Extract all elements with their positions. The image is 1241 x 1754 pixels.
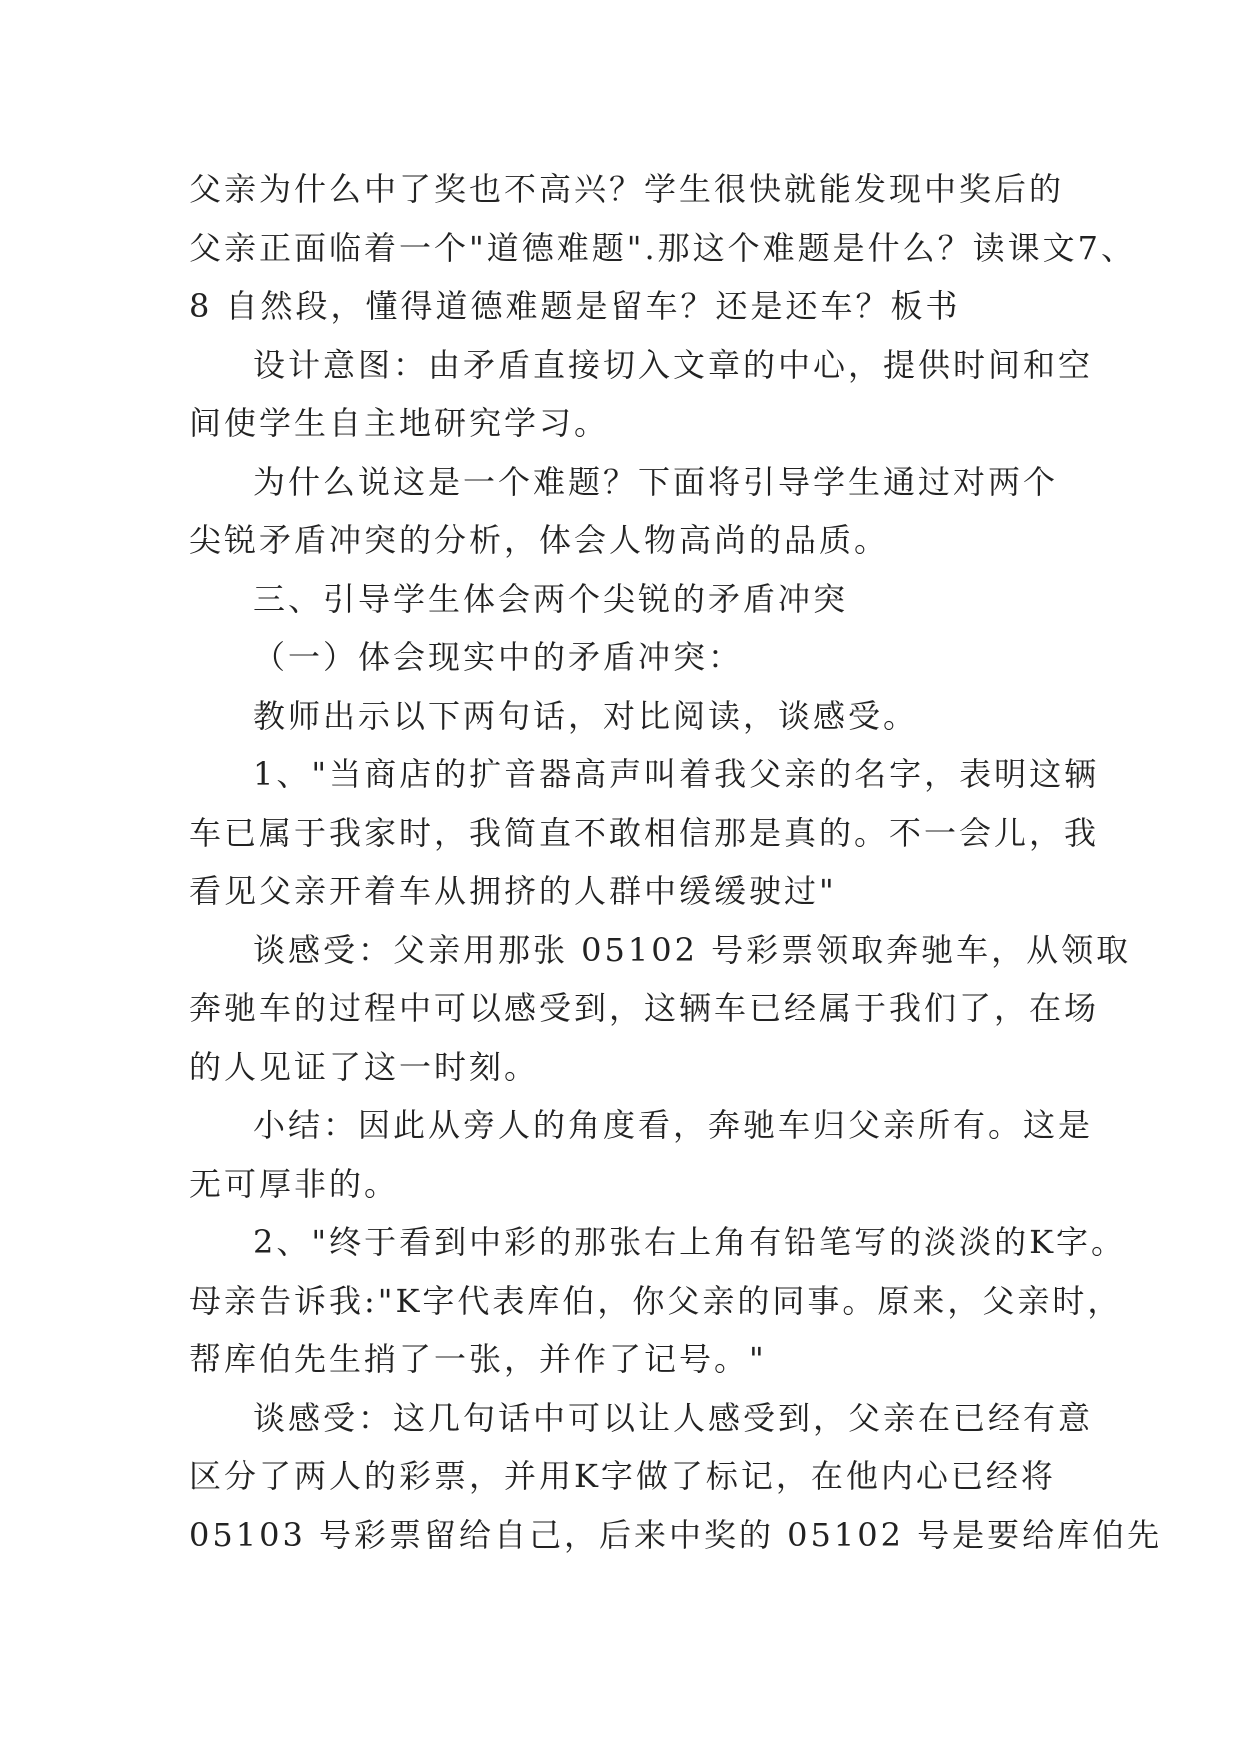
text-line: 的人见证了这一时刻。 (189, 1047, 540, 1086)
text-line: 小结：因此从旁人的角度看，奔驰车归父亲所有。这是 (253, 1106, 1094, 1144)
text-line: 1、"当商店的扩音器高声叫着我父亲的名字，表明这辆 (253, 755, 1100, 793)
section-heading: 三、引导学生体会两个尖锐的矛盾冲突 (253, 579, 849, 618)
subsection-heading: （一）体会现实中的矛盾冲突： (253, 638, 744, 676)
text-line: 设计意图：由矛盾直接切入文章的中心，提供时间和空 (253, 345, 1094, 384)
text-line: 间使学生自主地研究学习。 (189, 404, 610, 442)
text-line: 奔驰车的过程中可以感受到，这辆车已经属于我们了，在场 (189, 989, 1100, 1027)
text-line: 无可厚非的。 (189, 1164, 400, 1203)
text-line: 父亲正面临着一个"道德难题".那这个难题是什么？读课文7、 (189, 228, 1136, 267)
text-line: 谈感受：父亲用那张 05102 号彩票领取奔驰车，从领取 (253, 930, 1132, 969)
text-line: 教师出示以下两句话，对比阅读，谈感受。 (253, 696, 919, 735)
text-line: 车已属于我家时，我简直不敢相信那是真的。不一会儿，我 (189, 813, 1100, 852)
text-line: 母亲告诉我:"K字代表库伯，你父亲的同事。原来，父亲时， (189, 1281, 1123, 1320)
body-text (189, 160, 1163, 1564)
text-line: 8 自然段，懂得道德难题是留车？还是还车？板书 (189, 287, 961, 325)
text-line: 谈感受：这几句话中可以让人感受到，父亲在已经有意 (253, 1398, 1094, 1437)
text-line: 看见父亲开着车从拥挤的人群中缓缓驶过" (189, 872, 837, 910)
text-line: 帮库伯先生捎了一张，并作了记号。" (189, 1340, 767, 1378)
text-line: 为什么说这是一个难题？下面将引导学生通过对两个 (253, 462, 1059, 501)
text-line: 父亲为什么中了奖也不高兴？学生很快就能发现中奖后的 (189, 170, 1065, 208)
text-line: 尖锐矛盾冲突的分析，体会人物高尚的品质。 (189, 521, 890, 559)
text-line: 2、"终于看到中彩的那张右上角有铅笔写的淡淡的K字。 (253, 1223, 1126, 1261)
text-line: 区分了两人的彩票，并用K字做了标记，在他内心已经将 (189, 1457, 1056, 1495)
text-line: 05103 号彩票留给自己，后来中奖的 05102 号是要给库伯先 (189, 1515, 1163, 1554)
